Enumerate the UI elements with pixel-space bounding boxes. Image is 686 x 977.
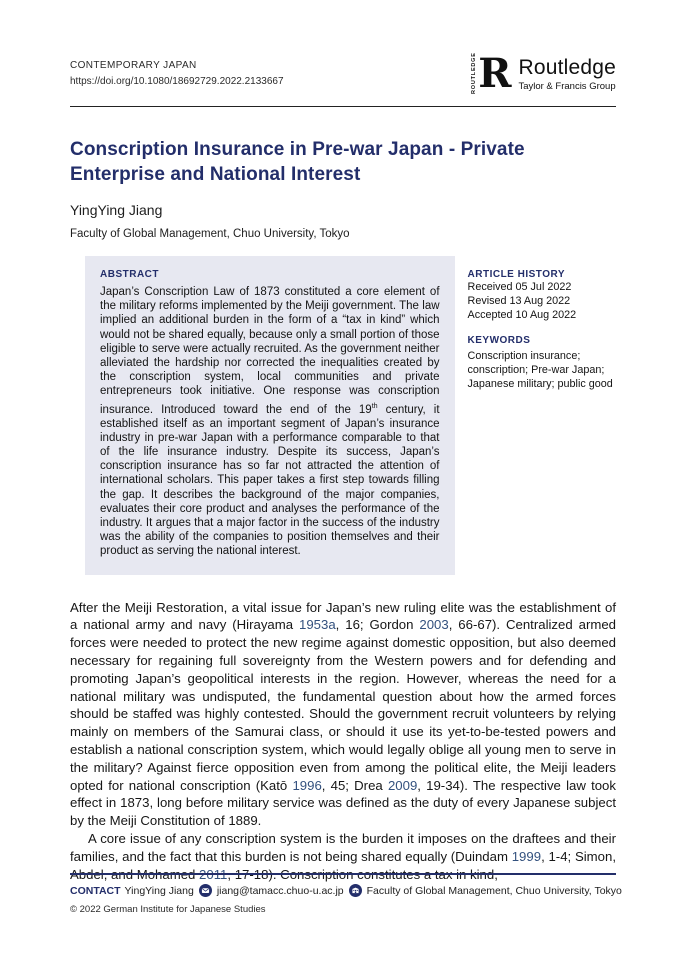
abstract-superscript: th <box>371 401 378 410</box>
citation-link-hirayama-1953a[interactable]: 1953a <box>298 617 336 633</box>
header-divider <box>70 106 616 107</box>
keywords-label: KEYWORDS <box>467 335 531 346</box>
body-text-run: , 17-18). Conscription constitutes a tax in kind, <box>227 866 498 882</box>
abstract-text <box>100 285 440 559</box>
abstract-text-part2: century, it established itself as an important segment of Japan’s insurance industry in pre-war Japan with a performance comparable to that of the life insurance industry. Despite its success, Japan’s conscription insurance has so far not attracted the attention of international scholars. This paper takes a first step towards filling the gap. It describes the background of the major companies, evaluates their core product and analyses the performance of the industry. It argues that a major factor in the success of the industry was the ability of the companies to position themselves and their product as serving the national interest. <box>100 403 440 558</box>
abstract-row <box>85 256 616 575</box>
article-history-label: ARTICLE HISTORY <box>467 269 566 280</box>
doi-link[interactable]: https://doi.org/10.1080/18692729.2022.2133667 <box>70 76 284 87</box>
citation-link-kato-1996[interactable]: 1996 <box>292 777 322 793</box>
routledge-logo-mark <box>471 50 512 97</box>
contact-name: YingYing Jiang <box>124 884 194 897</box>
body-paragraph-1 <box>70 599 616 830</box>
abstract-box <box>85 256 455 575</box>
body-text-run: , 1-4; Simon, Abdel, and Mohamed <box>70 848 616 882</box>
contact-label: CONTACT <box>70 884 121 897</box>
routledge-r-icon: R <box>478 50 512 97</box>
abstract-label: ABSTRACT <box>100 269 159 280</box>
contact-affiliation: Faculty of Global Management, Chuo University, Tokyo <box>366 884 622 897</box>
routledge-logo-text <box>518 56 616 92</box>
page-header <box>70 50 616 97</box>
article-body <box>70 599 616 884</box>
abstract-text-part1: Japan’s Conscription Law of 1873 constituted a core element of the military reforms implemented by the Meiji government. The law implied an additional burden in the form of a “tax in kind” which would not be shared equally, because only a small portion of those eligible to serve were actually recruited. As the government neither alleviated the hardship nor corrected the inequalities created by the conscription system, local communities and private entrepreneurs took initiative. One response was conscription insurance. Introduced toward the end of the 19 <box>100 286 440 416</box>
page-footer <box>70 873 622 915</box>
routledge-vertical-text: ROUTLEDGE <box>471 52 478 94</box>
history-received: Received 05 Jul 2022 <box>467 281 572 293</box>
body-text-run: , 45; Drea <box>321 777 388 793</box>
body-text-run: A core issue of any conscription system is the burden it imposes on the draftees and their families, and the fact that this burden is not being shared equally (Duindam <box>70 831 616 864</box>
author-affiliation: Faculty of Global Management, Chuo University, Tokyo <box>70 228 350 240</box>
history-revised: Revised 13 Aug 2022 <box>467 295 571 307</box>
contact-line <box>70 884 622 897</box>
publisher-tagline: Taylor & Francis Group <box>518 81 616 92</box>
body-text-run: , 19-34). The respective law took effect in 1873, long before military service was defined as the duty of every Japanese subject by the Meiji Constitution of 1889. <box>70 777 616 829</box>
citation-link-simon-2011[interactable]: 2011 <box>199 866 228 882</box>
email-icon <box>199 884 212 897</box>
body-text-run: , 66-67). Centralized armed forces were needed to protect the new regime against domestic opposition, but also deemed necessary for regaining full sovereignty from the Western powers and for defending and promoting Japan’s geopolitical interests in the region. However, whereas the need for a national military was undisputed, the fundamental question about how the armed forces should be staffed was highly contested. Should the government recruit volunteers by relying mainly on members of the Samurai class, or should it use its yet-to-be-tested powers and establish a national conscription system, which would legally oblige all young men to serve in the military? Against fierce opposition even from among the political elite, the Meiji leaders opted for national conscription (Katō <box>70 617 616 793</box>
body-text-run: After the Meiji Restoration, a vital issue for Japan’s new ruling elite was the establishment of a national army and navy (Hirayama <box>70 599 616 633</box>
citation-link-drea-2009[interactable]: 2009 <box>387 777 418 793</box>
journal-block <box>70 60 284 89</box>
contact-email-link[interactable]: jiang@tamacc.chuo-u.ac.jp <box>216 884 344 897</box>
history-accepted: Accepted 10 Aug 2022 <box>467 309 577 321</box>
journal-name: CONTEMPORARY JAPAN <box>70 60 197 71</box>
citation-link-duindam-1999[interactable]: 1999 <box>511 848 542 864</box>
citation-link-gordon-2003[interactable]: 2003 <box>419 617 449 633</box>
copyright-notice: © 2022 German Institute for Japanese Studies <box>70 904 266 915</box>
keywords-text: Conscription insurance; conscription; Pre-war Japan; Japanese military; public good <box>467 350 613 390</box>
footer-divider <box>70 873 616 875</box>
routledge-logo <box>471 50 616 97</box>
article-meta-column <box>468 256 616 575</box>
author-name: YingYing Jiang <box>70 202 163 218</box>
body-text-run: , 16; Gordon <box>335 617 420 633</box>
article-title: Conscription Insurance in Pre-war Japan - Private Enterprise and National Interest <box>70 139 525 185</box>
publisher-name: Routledge <box>518 56 616 79</box>
building-icon <box>349 884 362 897</box>
